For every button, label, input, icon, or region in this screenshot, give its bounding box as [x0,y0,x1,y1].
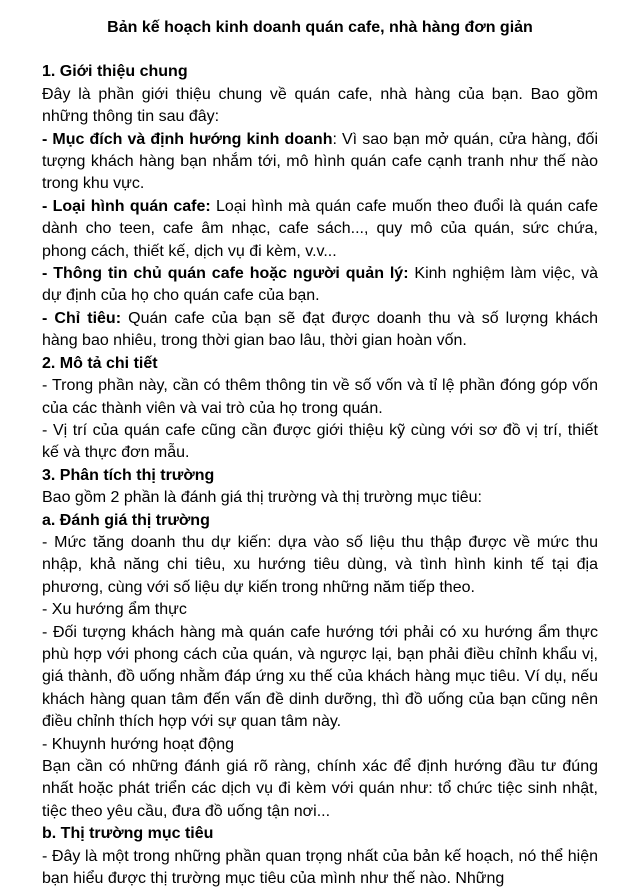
paragraph [42,487,598,509]
text-run: - Khuynh hướng hoạt động [42,735,235,753]
paragraph [42,375,598,420]
document-body [42,61,598,890]
section-heading [42,353,598,375]
text-run: Loại hình mà quán cafe muốn theo đuổi là quán cafe dành cho teen, cafe âm nhạc, cafe sách..., quy mô của quán, sức chứa, phong cách, thiết kế, dịch vụ đi kèm, v.v... [42,197,598,260]
bold-text-run: b. Thị trường mục tiêu [42,825,214,843]
section-heading [42,510,598,532]
paragraph [42,846,598,890]
bold-text-run: 3. Phân tích thị trường [42,466,215,484]
text-run: Đây là phần giới thiệu chung về quán cafe, nhà hàng của bạn. Bao gồm những thông tin sau đây: [42,85,598,126]
section-heading [42,465,598,487]
text-run: Bao gồm 2 phần là đánh giá thị trường và thị trường mục tiêu: [42,489,482,507]
text-run: - Đối tượng khách hàng mà quán cafe hướng tới phải có xu hướng ẩm thực phù hợp với phong cách của quán, và ngược lại, bạn phải điều chỉnh khẩu vị, giá thành, đồ uống nhằm đáp ứng xu thế của khách hàng mục tiêu. Ví dụ, nếu khách hàng quan tâm đến vấn đề dinh dưỡng, thì đồ uống của bạn cũng nên điều chỉnh thích hợp với sự quan tâm này. [42,623,598,731]
text-run: Kinh nghiệm làm việc, và dự định của họ cho quán cafe của bạn. [42,265,599,305]
text-run: - Xu hướng ẩm thực [42,601,187,619]
paragraph [42,622,598,734]
bold-text-run: - Chỉ tiêu: [42,309,122,327]
text-run: - Mức tăng doanh thu dự kiến: dựa vào số liệu thu thập được về mức thu nhập, khả năng chi tiêu, xu hướng tiêu dùng, và tình hình kinh tế tại địa phương, cùng với số liệu dự kiến trong những năm tiếp theo. [42,533,598,596]
text-run: Quán cafe của bạn sẽ đạt được doanh thu và số lượng khách hàng bao nhiêu, trong thời gian bao lâu, thời gian hoàn vốn. [42,309,599,350]
paragraph [42,756,598,823]
paragraph [42,532,598,599]
paragraph [42,734,598,756]
paragraph [42,308,598,353]
paragraph [42,196,598,263]
bold-text-run: - Thông tin chủ quán cafe hoặc người quản lý: [42,265,409,283]
text-run: - Vị trí của quán cafe cũng cần được giới thiệu kỹ cùng với sơ đồ vị trí, thiết kế và thực đơn mẫu. [42,421,598,462]
paragraph [42,129,598,196]
paragraph [42,420,598,465]
bold-text-run: 1. Giới thiệu chung [42,63,188,81]
bold-text-run: - Loại hình quán cafe: [42,197,211,215]
paragraph [42,263,598,308]
paragraph [42,84,598,129]
bold-text-run: 2. Mô tả chi tiết [42,354,158,372]
bold-text-run: a. Đánh giá thị trường [42,511,210,529]
text-run: - Trong phần này, cần có thêm thông tin về số vốn và tỉ lệ phần đóng góp vốn của các thành viên và vai trò của họ trong quán. [42,377,598,417]
paragraph [42,599,598,621]
text-run: : Vì sao bạn mở quán, cửa hàng, đối tượng khách hàng bạn nhắm tới, mô hình quán cafe cạnh tranh như thế nào trong khu vực. [42,130,599,193]
section-heading [42,61,598,83]
text-run: Bạn cần có những đánh giá rõ ràng, chính xác để định hướng đầu tư đúng nhất hoặc phát triển các dịch vụ đi kèm với quán như: tổ chức tiệc sinh nhật, tiệc theo yêu cầu, đưa đồ uống tận nơi... [42,758,598,820]
bold-text-run: - Mục đích và định hướng kinh doanh [42,130,333,148]
section-heading [42,823,598,845]
document-title: Bản kế hoạch kinh doanh quán cafe, nhà hàng đơn giản [107,19,533,36]
text-run: - Đây là một trong những phần quan trọng nhất của bản kế hoạch, nó thể hiện bạn hiểu được thị trường mục tiêu của mình như thế nào. Những [42,847,598,888]
